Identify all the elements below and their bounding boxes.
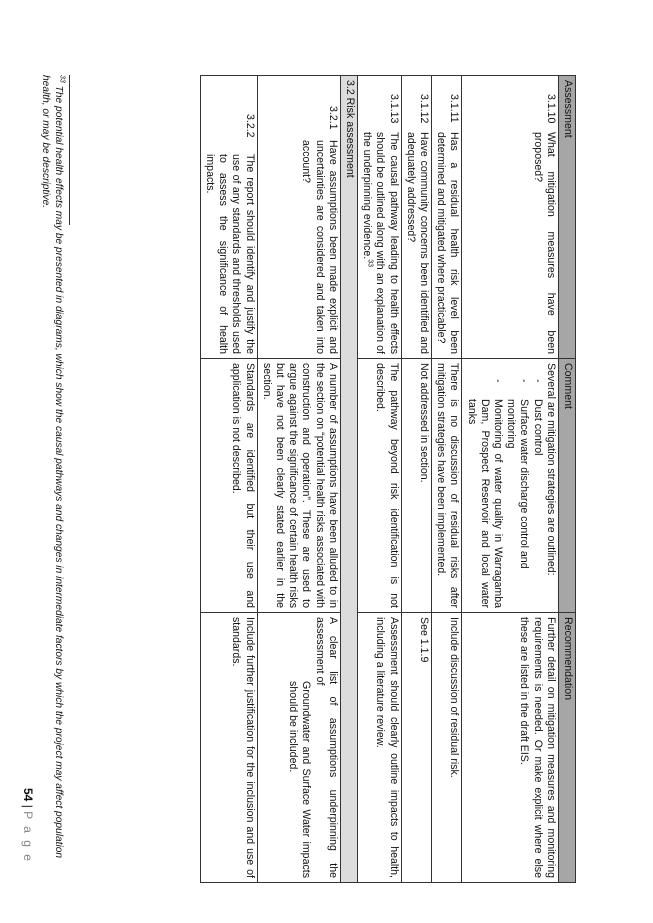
table-row — [401, 76, 431, 883]
comment-cell: Not addressed in section. — [401, 359, 431, 613]
item-number: 3.1.11 — [448, 94, 461, 123]
footnote-ref: 33 — [366, 259, 374, 268]
recommendation-intro: A clear list of assumptions underpinning the assessment of — [313, 617, 339, 878]
item-number: 3.2.2 — [243, 114, 256, 138]
list-item: - Surface water discharge control and monitoring — [504, 399, 530, 608]
footnote-text: The potential health effects may be presented in diagrams, which show the causal pathways and changes in intermediate factors by which the project may affect population health, or may be descriptive. — [40, 75, 64, 859]
recommendation-cell — [257, 613, 340, 883]
table-row — [431, 76, 461, 883]
footnote-number: 33 — [58, 75, 66, 83]
header-comment: Comment — [558, 359, 575, 613]
table-row — [357, 76, 401, 883]
comment-cell — [462, 359, 558, 613]
item-number: 3.1.13 — [387, 94, 400, 124]
item-question: Have assumptions been made explicit and uncertainties are considered and taken into account? — [300, 140, 339, 354]
item-question: Has a residual health risk level been determined and mitigated where practicable? — [435, 132, 461, 354]
page-label: P a g e — [21, 811, 35, 863]
item-question: The report should identify and justify the use of any standards and thresholds used to assess the significance of health impacts. — [203, 154, 256, 354]
table-row — [200, 76, 257, 883]
question-text: The causal pathway leading to health effects should be outlined along with an explanation of the underpinning evidence. — [361, 132, 400, 354]
recommendation-cell: See 1.1.9 — [401, 613, 431, 883]
table-row — [257, 76, 340, 883]
comment-cell: Standards are identified but their use and application is not described. — [200, 359, 257, 613]
assessment-cell — [431, 76, 461, 359]
list-item: - Dust control — [530, 399, 543, 608]
recommendation-cell: Further detail on mitigation measures and monitoring requirements is needed. Or make explicit where else these are listed in the draft EIS. — [462, 613, 558, 883]
item-question — [360, 132, 400, 354]
comment-cell: A number of assumptions have been alluded to in the section on “potential health risks associated with construction and operation”. These are used to argue against the significance of certain health risks but have not been clearly stated earlier in the section. — [257, 359, 340, 613]
comment-cell: The pathway beyond risk identification is not described. — [357, 359, 401, 613]
review-table — [200, 75, 576, 883]
section-title: 3.2 Risk assessment — [340, 76, 357, 883]
section-row — [340, 76, 357, 883]
page-number-value: 54 — [21, 788, 35, 802]
page-number — [21, 788, 35, 863]
comment-cell: There is no discussion of residual risks after mitigation strategies have been implemented. — [431, 359, 461, 613]
page-separator: | — [21, 804, 35, 808]
list-item: - Monitoring of water quality in Warragamba Dam, Prospect Reservoir and local water tanks — [464, 399, 504, 608]
assessment-cell — [257, 76, 340, 359]
comment-intro: Several are mitigation strategies are outlined: — [544, 363, 557, 576]
header-assessment: Assessment — [558, 76, 575, 359]
footnote-divider — [69, 75, 70, 225]
recommendation-cell: Include further justification for the inclusion and use of standards. — [200, 613, 257, 883]
item-number: 3.1.12 — [417, 94, 430, 124]
assessment-cell — [200, 76, 257, 359]
table-row — [462, 76, 558, 883]
mitigation-list — [464, 363, 543, 608]
table-header-row — [558, 76, 575, 883]
assessment-cell — [401, 76, 431, 359]
assessment-cell — [357, 76, 401, 359]
footnote — [39, 75, 65, 875]
item-number: 3.2.1 — [326, 106, 339, 130]
recommendation-cell: Include discussion of residual risk. — [431, 613, 461, 883]
item-number: 3.1.10 — [544, 94, 557, 124]
header-recommendation: Recommendation — [558, 613, 575, 883]
assessment-cell — [462, 76, 558, 359]
recommendation-detail: Groundwater and Surface Water impacts should be included. — [287, 681, 313, 878]
recommendation-cell: Assessment should clearly outline impacts to health, including a literature review. — [357, 613, 401, 883]
item-question: Have community concerns been identified and adequately addressed? — [404, 132, 430, 354]
item-question: What mitigation measures have been proposed? — [531, 132, 557, 354]
